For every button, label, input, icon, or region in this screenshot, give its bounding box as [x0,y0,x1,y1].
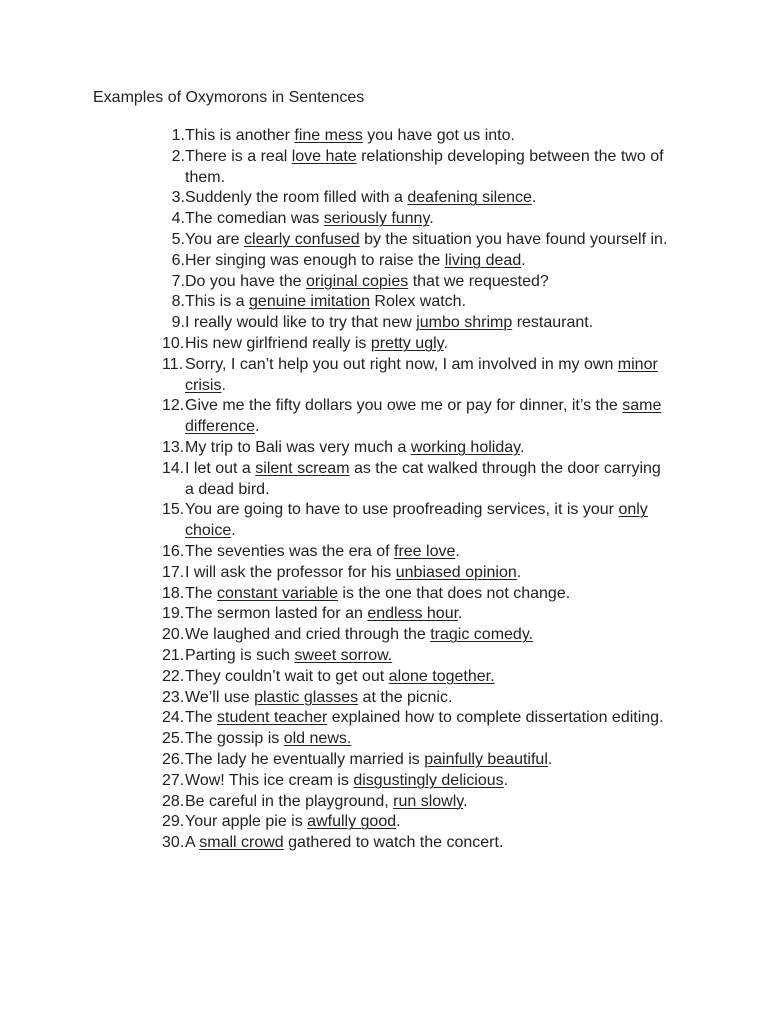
oxymoron-phrase: genuine imitation [249,293,370,311]
example-item [150,542,670,563]
example-item [150,708,670,729]
example-item [150,688,670,709]
sentence-text: The seventies was the era of [185,542,394,560]
oxymoron-phrase: student teacher [217,709,328,727]
oxymoron-phrase: seriously funny [323,210,430,228]
sentence-text: My trip to Bali was very much a [185,438,411,456]
example-item [150,729,670,750]
example-item [150,584,670,605]
oxymoron-phrase: same difference [185,397,662,436]
sentence-text: . [516,563,522,581]
sentence-text: This is another [185,127,295,144]
oxymoron-phrase: free love [394,542,456,560]
example-sentence [185,729,670,750]
example-item [150,230,670,251]
example-item [150,251,670,272]
example-sentence [185,542,670,563]
oxymoron-phrase: original copies [305,272,409,290]
sentence-text: You are [185,230,245,248]
example-number: 9. [171,314,185,332]
example-item [150,126,670,147]
sentence-text: . [231,522,236,540]
example-number: 4. [171,210,185,228]
example-number: 8. [171,293,185,311]
sentence-text: Give me the fifty dollars you owe me or pay for dinner, it’s the [185,397,623,415]
example-sentence [185,272,670,293]
oxymoron-phrase: working holiday [410,438,520,456]
sentence-text: The lady he eventually married is [185,750,425,768]
example-sentence [185,792,670,813]
sentence-text: The [185,709,218,727]
sentence-text: Rolex watch. [369,293,467,311]
oxymoron-phrase: awfully good [307,813,397,831]
example-item [150,833,670,854]
example-sentence [185,313,670,334]
oxymoron-phrase: small crowd [199,834,284,852]
example-sentence [185,251,670,272]
example-sentence [185,126,670,147]
sentence-text: Sorry, I can’t help you out right now, I am involved in my own [185,355,618,373]
sentence-text: The [185,584,218,602]
sentence-text: . [443,334,448,352]
oxymoron-phrase: jumbo shrimp [416,314,513,332]
sentence-text: . [396,813,401,831]
sentence-text: relationship developing between the two of them. [185,147,664,186]
oxymoron-example-list [150,126,670,854]
sentence-text: restaurant. [512,314,594,332]
example-sentence [185,438,670,459]
sentence-text: . [519,438,525,456]
sentence-text: . [458,605,463,623]
sentence-text: is the one that does not change. [337,584,571,602]
sentence-text: . [429,210,434,228]
oxymoron-phrase: pretty ugly [370,334,444,352]
example-sentence [185,667,670,688]
example-item [150,272,670,293]
sentence-text: We laughed and cried through the [185,626,431,644]
example-item [150,646,670,667]
example-sentence [185,771,670,792]
example-item [150,396,670,438]
sentence-text: . [521,251,526,269]
example-item [150,459,670,501]
sentence-text: . [531,189,537,207]
sentence-text: . [254,418,260,436]
example-number: 11. [162,355,184,373]
example-sentence [185,396,670,438]
example-number: 19. [162,605,185,623]
example-number: 17. [162,563,185,581]
example-item [150,604,670,625]
example-item [150,292,670,313]
sentence-text: I really would like to try that new [185,314,417,332]
example-number: 3. [171,189,185,207]
example-number: 23. [162,688,185,706]
example-item [150,750,670,771]
sentence-text: The sermon lasted for an [185,605,368,623]
example-number: 10. [162,334,185,352]
sentence-text: They couldn’t wait to get out [185,667,389,685]
example-number: 27. [162,771,185,789]
example-sentence [185,334,670,355]
example-number: 7. [171,272,185,290]
sentence-text: that we requested? [408,272,549,290]
example-sentence [185,563,670,584]
example-item [150,563,670,584]
example-number: 2. [171,147,185,165]
sentence-text: . [221,376,226,394]
oxymoron-phrase: silent scream [255,459,350,477]
sentence-text: Your apple pie is [185,813,308,831]
example-number: 20. [162,626,185,644]
example-number: 6. [171,251,185,269]
sentence-text: His new girlfriend really is [185,334,371,352]
sentence-text: I will ask the professor for his [185,563,396,581]
sentence-text: Be careful in the playground, [185,792,394,810]
oxymoron-phrase: painfully beautiful [424,750,548,768]
example-item [150,792,670,813]
example-number: 30. [162,834,185,852]
example-sentence [185,230,670,251]
example-item [150,147,670,189]
oxymoron-phrase: tragic comedy. [430,626,534,644]
example-number: 13. [162,438,185,456]
sentence-text: . [463,792,468,810]
example-sentence [185,500,670,542]
example-sentence [185,708,670,729]
oxymoron-phrase: deafening silence [407,189,532,207]
oxymoron-phrase: run slowly [393,792,464,810]
oxymoron-phrase: fine mess [294,127,363,144]
sentence-text: gathered to watch the concert. [283,834,504,852]
example-sentence [185,209,670,230]
example-number: 14. [162,459,185,477]
example-item [150,188,670,209]
sentence-text: you have got us into. [362,127,515,144]
example-item [150,313,670,334]
example-item [150,334,670,355]
sentence-text: You are going to have to use proofreading services, it is your [185,501,619,519]
sentence-text: The comedian was [185,210,324,228]
sentence-text: . [547,750,553,768]
oxymoron-phrase: alone together. [388,667,495,685]
sentence-text: at the picnic. [358,688,453,706]
example-number: 21. [162,646,185,664]
example-sentence [185,833,670,854]
example-number: 26. [162,750,185,768]
example-number: 29. [162,813,185,831]
example-sentence [185,604,670,625]
oxymoron-phrase: love hate [291,147,357,165]
example-number: 24. [162,709,185,727]
example-number: 22. [162,667,185,685]
example-number: 5. [171,230,185,248]
sentence-text: Her singing was enough to raise the [185,251,445,269]
sentence-text: . [503,771,509,789]
sentence-text: explained how to complete dissertation editing. [327,709,664,727]
example-item [150,355,670,397]
oxymoron-phrase: only choice [185,501,648,540]
oxymoron-phrase: plastic glasses [254,688,359,706]
example-sentence [185,147,670,189]
example-sentence [185,812,670,833]
sentence-text: This is a [185,293,250,311]
sentence-text: Parting is such [185,646,295,664]
sentence-text: Do you have the [185,272,306,290]
example-item [150,771,670,792]
oxymoron-phrase: unbiased opinion [395,563,517,581]
example-item [150,625,670,646]
example-item [150,812,670,833]
sentence-text: by the situation you have found yourself in. [359,230,668,248]
sentence-text: We’ll use [185,688,255,706]
example-sentence [185,625,670,646]
example-sentence [185,646,670,667]
oxymoron-phrase: disgustingly delicious [353,771,504,789]
example-number: 15. [162,501,185,519]
example-number: 1. [171,127,185,144]
sentence-text: . [455,542,460,560]
oxymoron-phrase: endless hour [367,605,459,623]
oxymoron-phrase: old news. [283,730,352,748]
example-sentence [185,459,670,501]
example-sentence [185,584,670,605]
example-number: 28. [162,792,185,810]
example-number: 12. [162,397,185,415]
example-number: 16. [162,542,185,560]
example-sentence [185,750,670,771]
example-sentence [185,188,670,209]
oxymoron-phrase: living dead [444,251,522,269]
example-item [150,438,670,459]
sentence-text: Wow! This ice cream is [185,771,354,789]
example-sentence [185,292,670,313]
oxymoron-phrase: constant variable [217,584,338,602]
example-item [150,209,670,230]
sentence-text: There is a real [185,147,292,165]
sentence-text: Suddenly the room filled with a [185,189,408,207]
example-sentence [185,688,670,709]
example-item [150,667,670,688]
sentence-text: as the cat walked through the door carrying a dead bird. [185,459,661,498]
example-number: 25. [162,730,185,748]
sentence-text: I let out a [185,459,256,477]
sentence-text: A [185,834,200,852]
example-number: 18. [162,584,185,602]
document-title: Examples of Oxymorons in Sentences [93,89,365,106]
oxymoron-phrase: minor crisis [185,355,658,394]
oxymoron-phrase: clearly confused [244,230,360,248]
sentence-text: The gossip is [185,730,284,748]
example-sentence [185,355,670,397]
example-item [150,500,670,542]
oxymoron-phrase: sweet sorrow. [294,646,393,664]
